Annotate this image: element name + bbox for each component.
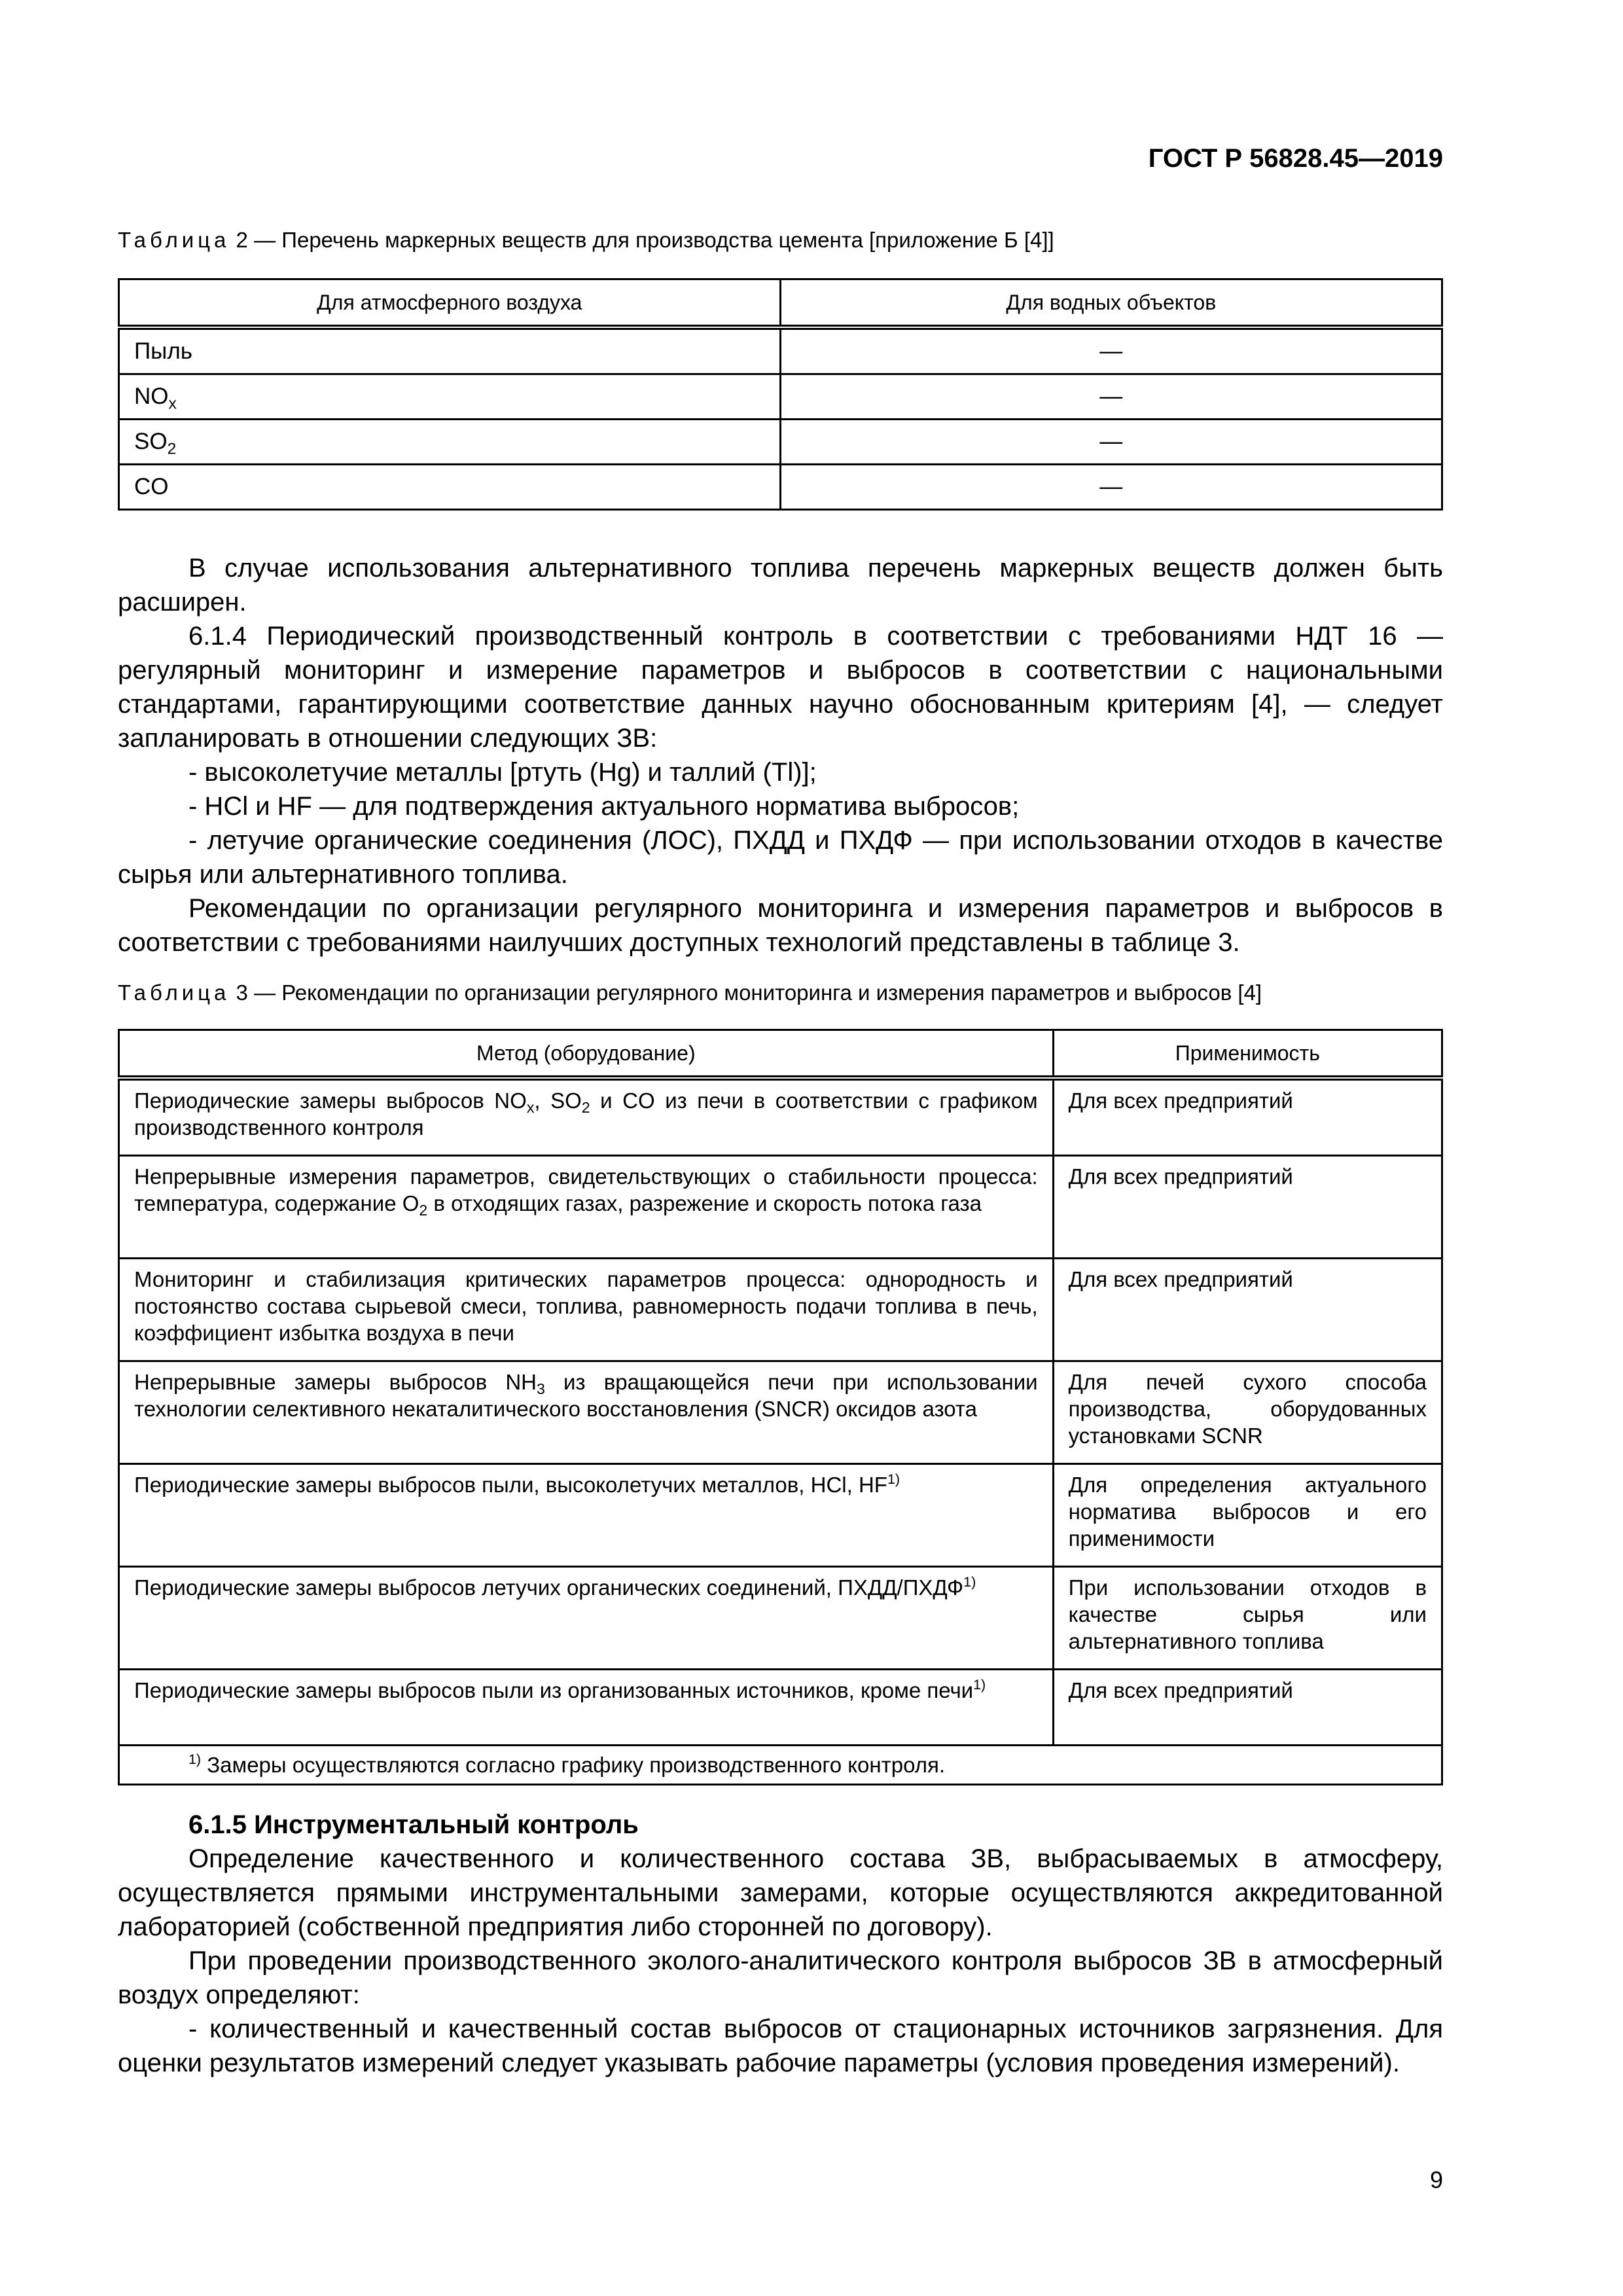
table-row — [119, 420, 1442, 465]
table3-caption — [118, 978, 1443, 1007]
footnote-marker: 1) — [887, 1471, 901, 1488]
formula-subscript: 2 — [581, 1098, 590, 1116]
footnote-marker: 1) — [963, 1574, 976, 1590]
page-number: 9 — [1429, 2166, 1443, 2193]
table-row — [119, 1078, 1442, 1156]
air-cell: Пыль — [119, 327, 781, 374]
list-item: - высоколетучие металлы [ртуть (Hg) и таллий (Tl)]; — [188, 758, 817, 787]
column-header-air: Для атмосферного воздуха — [119, 279, 781, 328]
applicability-cell: Для определения актуального норматива выбросов и его применимости — [1053, 1464, 1442, 1567]
table2-caption — [118, 226, 1443, 255]
method-text: Периодические замеры выбросов летучих органических соединений, ПХДД/ПХДФ — [134, 1575, 964, 1600]
method-cell — [119, 1078, 1054, 1156]
list-item: - количественный и качественный состав выбросов от стационарных источников загрязнения. Для оценки результатов измерений следует указывать рабочие параметры (условия проведения измерений). — [118, 2015, 1443, 2077]
water-cell: — — [780, 327, 1442, 374]
column-header-applicability: Применимость — [1053, 1030, 1442, 1079]
air-cell — [119, 420, 781, 465]
formula-subscript: 3 — [537, 1380, 545, 1397]
method-text: Непрерывные измерения параметров, свидетельствующих о стабильности процесса: температура, содержание O — [134, 1164, 1038, 1215]
method-cell — [119, 1670, 1054, 1746]
table-row — [119, 1567, 1442, 1670]
air-cell — [119, 374, 781, 420]
method-text: Периодические замеры выбросов пыли, высоколетучих металлов, HCl, HF — [134, 1473, 887, 1497]
paragraph: Рекомендации по организации регулярного мониторинга и измерения параметров и выбросов в соответствии с требованиями наилучших доступных технологий представлены в таблице 3. — [118, 894, 1443, 957]
method-text: Периодические замеры выбросов пыли из организованных источников, кроме печи — [134, 1678, 974, 1702]
applicability-cell: Для всех предприятий — [1053, 1156, 1442, 1259]
table-row — [119, 1259, 1442, 1361]
applicability-cell: Для всех предприятий — [1053, 1259, 1442, 1361]
footnote-marker: 1) — [973, 1677, 986, 1693]
table-header-row — [119, 1030, 1442, 1079]
table-2 — [118, 278, 1443, 511]
list-item: - летучие органические соединения (ЛОС), ПХДД и ПХДФ — при использовании отходов в качестве сырья или альтернативного топлива. — [118, 826, 1443, 889]
water-cell: — — [780, 374, 1442, 420]
applicability-cell: Для всех предприятий — [1053, 1670, 1442, 1746]
table2-caption-text: 2 — Перечень маркерных веществ для производства цемента [приложение Б [4]] — [230, 228, 1054, 252]
water-cell: — — [780, 420, 1442, 465]
applicability-cell: Для печей сухого способа производства, оборудованных установками SCNR — [1053, 1361, 1442, 1464]
body-section-2 — [118, 1808, 1443, 2080]
water-cell: — — [780, 465, 1442, 510]
table3-caption-text: 3 — Рекомендации по организации регулярного мониторинга и измерения параметров и выбросов [4] — [230, 980, 1262, 1005]
method-text: в отходящих газах, разрежение и скорость потока газа — [427, 1191, 982, 1215]
table-footnote — [119, 1746, 1442, 1785]
table-row — [119, 1361, 1442, 1464]
applicability-cell: При использовании отходов в качестве сырья или альтернативного топлива — [1053, 1567, 1442, 1670]
method-cell — [119, 1567, 1054, 1670]
footnote-text: Замеры осуществляются согласно графику производственного контроля. — [201, 1753, 946, 1777]
method-cell: Мониторинг и стабилизация критических параметров процесса: однородность и постоянство состава сырьевой смеси, топлива, равномерность подачи топлива в печь, коэффициент избытка воздуха в печи — [119, 1259, 1054, 1361]
table-row — [119, 327, 1442, 374]
formula-subscript: x — [526, 1098, 535, 1116]
paragraph: В случае использования альтернативного топлива перечень маркерных веществ должен быть расширен. — [118, 554, 1443, 617]
method-text: Непрерывные замеры выбросов NH — [134, 1370, 537, 1394]
formula-text: NO — [134, 384, 169, 409]
table3-caption-label: Таблица — [118, 980, 230, 1005]
method-cell — [119, 1156, 1054, 1259]
formula-subscript: 2 — [167, 440, 177, 458]
footnote-marker: 1) — [188, 1751, 202, 1768]
table-row — [119, 1464, 1442, 1567]
table-row — [119, 465, 1442, 510]
method-text: и CO из печи в соответствии с графиком производственного контроля — [134, 1088, 1038, 1139]
paragraph: Определение качественного и количественного состава ЗВ, выбрасываемых в атмосферу, осуществляется прямыми инструментальными замерами, которые осуществляются аккредитованной лабораторией (собственной предприятия либо сторонней по договору). — [118, 1844, 1443, 1941]
method-cell — [119, 1361, 1054, 1464]
applicability-cell: Для всех предприятий — [1053, 1078, 1442, 1156]
formula-subscript: x — [168, 395, 177, 413]
method-text: , SO — [534, 1088, 582, 1113]
method-cell — [119, 1464, 1054, 1567]
column-header-method: Метод (оборудование) — [119, 1030, 1054, 1079]
table2-caption-label: Таблица — [118, 228, 230, 252]
formula-text: SO — [134, 429, 168, 454]
table-footnote-row — [119, 1746, 1442, 1785]
table-row — [119, 1156, 1442, 1259]
method-text: Периодические замеры выбросов NO — [134, 1088, 527, 1113]
paragraph-6-1-4: 6.1.4 Периодический производственный контроль в соответствии с требованиями НДТ 16 — регулярный мониторинг и измерение параметров и выбросов в соответствии с национальными стандартами, гарантирующими соответствие данных научно обоснованным критериям [4], — следует запланировать в отношении следующих ЗВ: — [118, 622, 1443, 753]
list-item: - HCl и HF — для подтверждения актуального норматива выбросов; — [188, 792, 1020, 821]
table-header-row — [119, 279, 1442, 328]
table-3 — [118, 1029, 1443, 1785]
table-row — [119, 1670, 1442, 1746]
document-code: ГОСТ Р 56828.45—2019 — [1148, 144, 1443, 173]
section-heading-6-1-5: 6.1.5 Инструментальный контроль — [188, 1810, 639, 1839]
method-text: из вращающейся печи при использовании технологии селективного некаталитического восстановления (SNCR) оксидов азота — [134, 1370, 1038, 1421]
formula-subscript: 2 — [419, 1201, 428, 1219]
body-section-1 — [118, 551, 1443, 960]
table-row — [119, 374, 1442, 420]
paragraph: При проведении производственного эколого-аналитического контроля выбросов ЗВ в атмосферный воздух определяют: — [118, 1946, 1443, 2009]
air-cell: CO — [119, 465, 781, 510]
column-header-water: Для водных объектов — [780, 279, 1442, 328]
